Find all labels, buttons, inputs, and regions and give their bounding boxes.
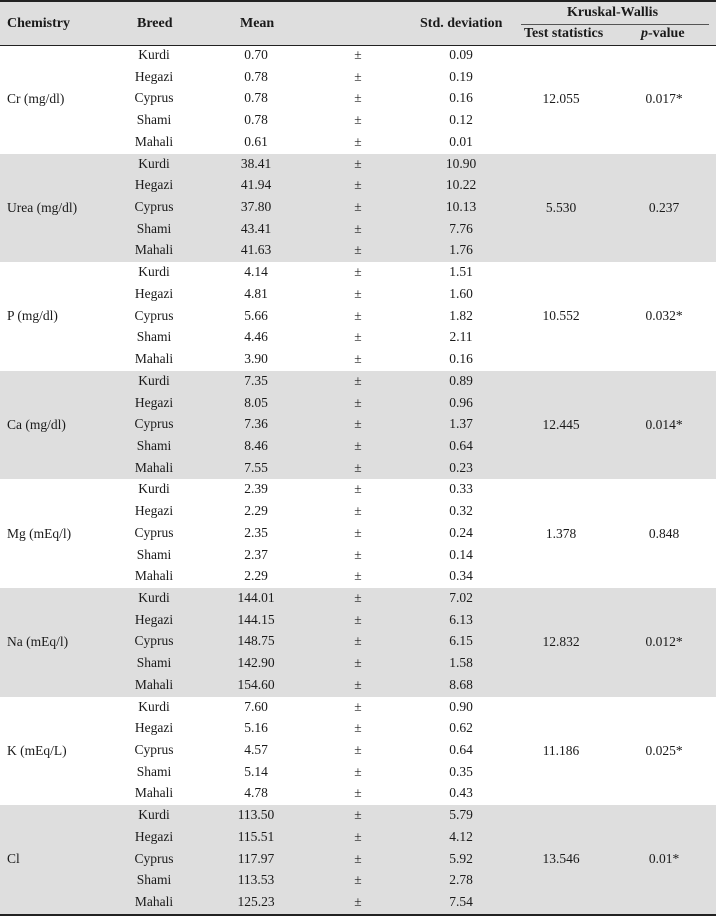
breed-cell: Kurdi xyxy=(138,698,170,714)
breed-cell: Shami xyxy=(136,655,172,671)
chemistry-label: Cr (mg/dl) xyxy=(7,91,65,107)
kruskal-wallis-rule xyxy=(521,24,709,25)
plus-minus: ± xyxy=(354,351,362,367)
plus-minus: ± xyxy=(354,220,362,236)
test-statistic: 11.186 xyxy=(542,742,580,758)
header-breed: Breed xyxy=(137,16,173,31)
plus-minus: ± xyxy=(354,459,362,475)
std-cell: 6.13 xyxy=(449,611,473,627)
std-cell: 1.51 xyxy=(449,264,473,280)
p-value: 0.014* xyxy=(645,417,683,433)
header-kruskal-wallis: Kruskal-Wallis xyxy=(567,5,659,20)
test-statistic: 12.445 xyxy=(542,417,580,433)
mean-cell: 2.39 xyxy=(244,481,268,497)
table-header xyxy=(0,0,716,46)
plus-minus: ± xyxy=(354,546,362,562)
chemistry-group xyxy=(0,697,716,806)
chemistry-group xyxy=(0,479,716,588)
std-cell: 4.12 xyxy=(449,828,473,844)
std-cell: 0.62 xyxy=(449,720,473,736)
chemistry-label: Mg (mEq/l) xyxy=(7,525,72,541)
std-cell: 0.16 xyxy=(449,90,473,106)
p-value: 0.237 xyxy=(648,199,680,215)
mean-cell: 113.50 xyxy=(237,807,275,823)
mean-cell: 5.16 xyxy=(244,720,268,736)
chemistry-group xyxy=(0,371,716,480)
breed-cell: Cyprus xyxy=(134,416,174,432)
plus-minus: ± xyxy=(354,503,362,519)
std-cell: 5.92 xyxy=(449,850,473,866)
plus-minus: ± xyxy=(354,524,362,540)
breed-cell: Hegazi xyxy=(134,611,174,627)
plus-minus: ± xyxy=(354,481,362,497)
mean-cell: 5.66 xyxy=(244,307,268,323)
test-statistic: 13.546 xyxy=(542,851,580,867)
std-cell: 1.58 xyxy=(449,655,473,671)
std-cell: 0.01 xyxy=(449,133,473,149)
breed-cell: Shami xyxy=(136,763,172,779)
std-cell: 2.11 xyxy=(449,329,473,345)
header-test-statistics: Test statistics xyxy=(524,26,604,41)
plus-minus: ± xyxy=(354,437,362,453)
mean-cell: 7.55 xyxy=(244,459,268,475)
std-cell: 0.34 xyxy=(449,568,473,584)
breed-cell: Cyprus xyxy=(134,307,174,323)
breed-cell: Cyprus xyxy=(134,90,174,106)
std-cell: 0.90 xyxy=(449,698,473,714)
chemistry-label: K (mEq/L) xyxy=(7,742,67,758)
breed-cell: Cyprus xyxy=(134,524,174,540)
std-cell: 7.76 xyxy=(449,220,473,236)
std-cell: 1.76 xyxy=(449,242,473,258)
chemistry-group xyxy=(0,588,716,697)
std-cell: 0.43 xyxy=(449,785,473,801)
std-cell: 0.24 xyxy=(449,524,473,540)
breed-cell: Shami xyxy=(136,220,172,236)
breed-cell: Hegazi xyxy=(134,720,174,736)
std-cell: 5.79 xyxy=(449,807,473,823)
test-statistic: 12.055 xyxy=(542,91,580,107)
std-cell: 1.82 xyxy=(449,307,473,323)
std-cell: 1.37 xyxy=(449,416,473,432)
mean-cell: 0.78 xyxy=(244,90,268,106)
mean-cell: 8.46 xyxy=(244,437,268,453)
p-italic: p xyxy=(641,26,648,41)
std-cell: 0.23 xyxy=(449,459,473,475)
plus-minus: ± xyxy=(354,90,362,106)
mean-cell: 4.14 xyxy=(244,264,268,280)
chemistry-group xyxy=(0,805,716,914)
std-cell: 8.68 xyxy=(449,676,473,692)
mean-cell: 113.53 xyxy=(237,872,275,888)
mean-cell: 7.36 xyxy=(244,416,268,432)
plus-minus: ± xyxy=(354,894,362,910)
breed-cell: Cyprus xyxy=(134,742,174,758)
plus-minus: ± xyxy=(354,372,362,388)
breed-cell: Cyprus xyxy=(134,850,174,866)
plus-minus: ± xyxy=(354,872,362,888)
std-cell: 0.96 xyxy=(449,394,473,410)
breed-cell: Hegazi xyxy=(134,177,174,193)
breed-cell: Shami xyxy=(136,112,172,128)
plus-minus: ± xyxy=(354,676,362,692)
std-cell: 0.64 xyxy=(449,437,473,453)
mean-cell: 144.01 xyxy=(237,590,275,605)
mean-cell: 125.23 xyxy=(237,894,275,910)
plus-minus: ± xyxy=(354,394,362,410)
std-cell: 10.22 xyxy=(445,177,477,193)
breed-cell: Hegazi xyxy=(134,394,174,410)
breed-cell: Shami xyxy=(136,546,172,562)
plus-minus: ± xyxy=(354,720,362,736)
std-cell: 7.02 xyxy=(449,590,473,605)
p-value: 0.848 xyxy=(648,525,680,541)
test-statistic: 12.832 xyxy=(542,634,580,650)
plus-minus: ± xyxy=(354,329,362,345)
mean-cell: 0.70 xyxy=(244,47,268,62)
p-value: 0.01* xyxy=(648,851,680,867)
breed-cell: Hegazi xyxy=(134,503,174,519)
breed-cell: Kurdi xyxy=(138,264,170,280)
plus-minus: ± xyxy=(354,633,362,649)
mean-cell: 41.63 xyxy=(240,242,272,258)
breed-cell: Cyprus xyxy=(134,633,174,649)
chemistry-label: Na (mEq/l) xyxy=(7,634,69,650)
breed-cell: Mahali xyxy=(134,351,174,367)
plus-minus: ± xyxy=(354,416,362,432)
header-mean: Mean xyxy=(240,16,275,31)
plus-minus: ± xyxy=(354,199,362,215)
mean-cell: 43.41 xyxy=(240,220,272,236)
std-cell: 0.12 xyxy=(449,112,473,128)
chemistry-group xyxy=(0,262,716,371)
plus-minus: ± xyxy=(354,112,362,128)
std-cell: 0.33 xyxy=(449,481,473,497)
breed-cell: Shami xyxy=(136,437,172,453)
mean-cell: 2.35 xyxy=(244,524,268,540)
plus-minus: ± xyxy=(354,264,362,280)
mean-cell: 0.78 xyxy=(244,68,268,84)
mean-cell: 37.80 xyxy=(240,199,272,215)
p-value: 0.012* xyxy=(645,634,683,650)
mean-cell: 7.35 xyxy=(244,372,268,388)
chemistry-label: Urea (mg/dl) xyxy=(7,199,78,215)
plus-minus: ± xyxy=(354,307,362,323)
mean-cell: 2.37 xyxy=(244,546,268,562)
breed-cell: Kurdi xyxy=(138,155,170,171)
chemistry-group xyxy=(0,45,716,154)
breed-cell: Mahali xyxy=(134,894,174,910)
breed-cell: Mahali xyxy=(134,133,174,149)
std-cell: 0.14 xyxy=(449,546,473,562)
plus-minus: ± xyxy=(354,177,362,193)
header-p-value xyxy=(641,26,685,42)
mean-cell: 5.14 xyxy=(244,763,268,779)
mean-cell: 4.46 xyxy=(244,329,268,345)
mean-cell: 144.15 xyxy=(237,611,275,627)
breed-cell: Hegazi xyxy=(134,285,174,301)
chemistry-label: P (mg/dl) xyxy=(7,308,58,324)
plus-minus: ± xyxy=(354,242,362,258)
plus-minus: ± xyxy=(354,155,362,171)
mean-cell: 148.75 xyxy=(237,633,275,649)
breed-cell: Mahali xyxy=(134,459,174,475)
mean-cell: 7.60 xyxy=(244,698,268,714)
breed-cell: Kurdi xyxy=(138,47,170,62)
breed-cell: Shami xyxy=(136,872,172,888)
std-cell: 7.54 xyxy=(449,894,473,910)
p-rest: -value xyxy=(648,26,685,41)
breed-cell: Hegazi xyxy=(134,828,174,844)
chemistry-label: Cl xyxy=(7,851,20,867)
plus-minus: ± xyxy=(354,133,362,149)
mean-cell: 4.57 xyxy=(244,742,268,758)
header-std-deviation: Std. deviation xyxy=(420,16,503,31)
mean-cell: 4.81 xyxy=(244,285,268,301)
plus-minus: ± xyxy=(354,828,362,844)
std-cell: 10.90 xyxy=(445,155,477,171)
plus-minus: ± xyxy=(354,698,362,714)
std-cell: 0.09 xyxy=(449,47,473,62)
mean-cell: 142.90 xyxy=(237,655,275,671)
test-statistic: 1.378 xyxy=(545,525,577,541)
breed-cell: Mahali xyxy=(134,242,174,258)
plus-minus: ± xyxy=(354,68,362,84)
mean-cell: 38.41 xyxy=(240,155,272,171)
breed-cell: Kurdi xyxy=(138,590,170,605)
breed-cell: Kurdi xyxy=(138,481,170,497)
plus-minus: ± xyxy=(354,590,362,605)
std-cell: 10.13 xyxy=(445,199,477,215)
std-cell: 1.60 xyxy=(449,285,473,301)
mean-cell: 2.29 xyxy=(244,503,268,519)
p-value: 0.025* xyxy=(645,742,683,758)
header-chemistry: Chemistry xyxy=(7,16,70,31)
mean-cell: 117.97 xyxy=(237,850,275,866)
plus-minus: ± xyxy=(354,655,362,671)
std-cell: 0.35 xyxy=(449,763,473,779)
std-cell: 0.16 xyxy=(449,351,473,367)
plus-minus: ± xyxy=(354,785,362,801)
plus-minus: ± xyxy=(354,568,362,584)
p-value: 0.017* xyxy=(645,91,683,107)
chemistry-label: Ca (mg/dl) xyxy=(7,417,66,433)
breed-cell: Cyprus xyxy=(134,199,174,215)
mean-cell: 0.61 xyxy=(244,133,268,149)
plus-minus: ± xyxy=(354,611,362,627)
p-value: 0.032* xyxy=(645,308,683,324)
top-rule xyxy=(0,0,716,2)
mean-cell: 0.78 xyxy=(244,112,268,128)
chemistry-group xyxy=(0,154,716,263)
std-cell: 6.15 xyxy=(449,633,473,649)
std-cell: 0.89 xyxy=(449,372,473,388)
breed-cell: Hegazi xyxy=(134,68,174,84)
plus-minus: ± xyxy=(354,285,362,301)
plus-minus: ± xyxy=(354,850,362,866)
test-statistic: 5.530 xyxy=(545,199,577,215)
mean-cell: 4.78 xyxy=(244,785,268,801)
plus-minus: ± xyxy=(354,807,362,823)
mean-cell: 3.90 xyxy=(244,351,268,367)
std-cell: 0.64 xyxy=(449,742,473,758)
breed-cell: Kurdi xyxy=(138,807,170,823)
mean-cell: 115.51 xyxy=(237,828,275,844)
plus-minus: ± xyxy=(354,763,362,779)
std-cell: 2.78 xyxy=(449,872,473,888)
breed-cell: Mahali xyxy=(134,676,174,692)
plus-minus: ± xyxy=(354,742,362,758)
mean-cell: 154.60 xyxy=(237,676,275,692)
test-statistic: 10.552 xyxy=(542,308,580,324)
mean-cell: 8.05 xyxy=(244,394,268,410)
std-cell: 0.19 xyxy=(449,68,473,84)
mean-cell: 2.29 xyxy=(244,568,268,584)
breed-cell: Mahali xyxy=(134,568,174,584)
breed-cell: Shami xyxy=(136,329,172,345)
std-cell: 0.32 xyxy=(449,503,473,519)
breed-cell: Mahali xyxy=(134,785,174,801)
plus-minus: ± xyxy=(354,47,362,62)
mean-cell: 41.94 xyxy=(240,177,272,193)
breed-cell: Kurdi xyxy=(138,372,170,388)
